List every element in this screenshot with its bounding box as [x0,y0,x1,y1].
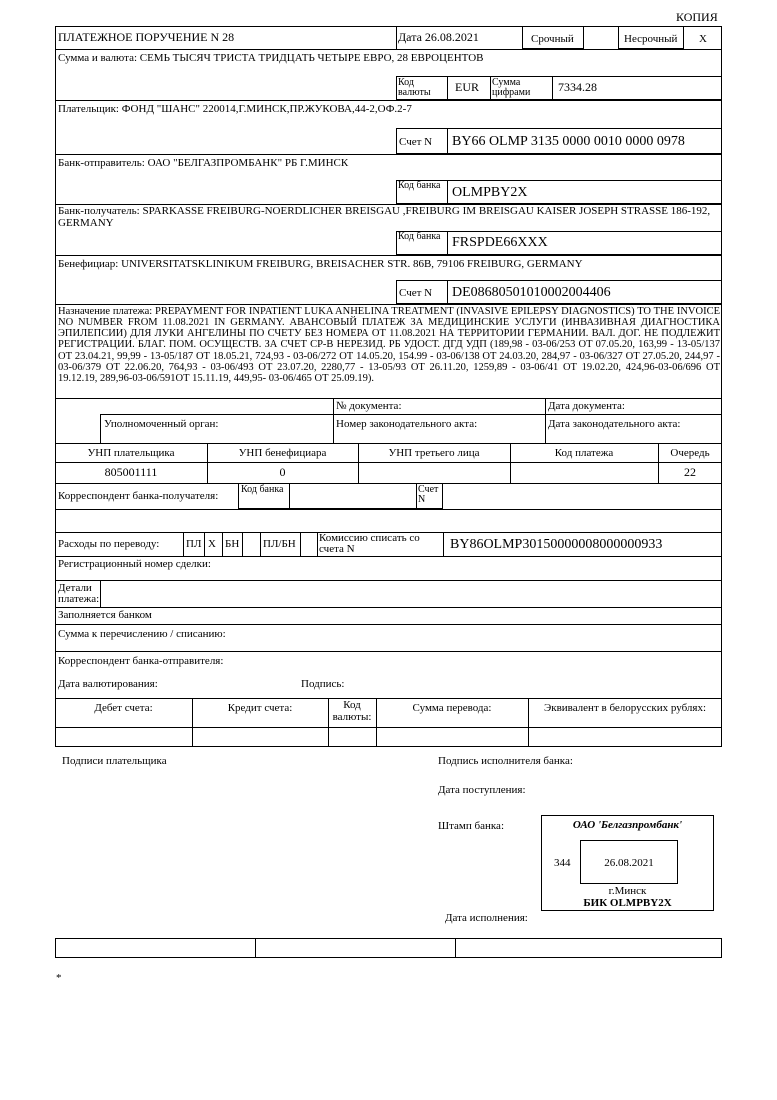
sender-bank-code-row [396,180,722,204]
correspondent-label: Корреспондент банка-получателя: [58,490,219,502]
debit-account-label: Дебет счета: [94,702,153,714]
nonurgent-label: Несрочный [624,33,678,45]
payment-purpose: Назначение платежа: PREPAYMENT FOR INPATIENT LUKA ANHELINA TREATMENT (INVASIVE EPILEPSY DIAGNOSTICS) TO THE INVOICE NO NUMBER FROM 11.08.2021 IN GERMANY. АВАНСОВЫЙ ПЛАТЕЖ ЗА МЕДИЦИНСКИЕ УСЛУГИ (ИНВАЗИВНАЯ ДИАГНОСТИКА ЭПИЛЕПСИИ) ДЛЯ ЛУКИ АНГЕЛИНЫ ПО СЧЕТУ БЕЗ НОМЕРА ОТ 11.08.2021 НА ТЕРРИТОРИИ ГЕРМАНИИ. ВАЛ. ДОГ. НЕ ПОДЛЕЖИТ РЕГИСТРАЦИИ. БЛАГ. ПОМ. ОСУЩЕСТВ. ЗА СЧЕТ СР-В НЕРЕЗИД. РБ УДОСТ. ДГД УДП (189,98 - 03-06/253 ОТ 07.05.20, 163,99 - 13-05/137 ОТ 23.04.21, 99,99 - 13-05/187 ОТ 18.05.21, 724,93 - 03-06/272 ОТ 14.05.20, 154.99 - 03-06/138 ОТ 24.03.20, 284,97 - 03-06/327 ОТ 27.05.20, 244,97 - 03-06/379 ОТ 22.06.20, 764,93 - 03-06/493 ОТ 23.07.20, 2280,77 - 13-05/93 ОТ 26.11.20, 1259,89 - 03-06/41 ОТ 19.02.20, 424,96-03-06/696 ОТ 19.12.19, 289,96-03-06/591ОТ 15.11.19, 449,95- 03-06/465 ОТ 25.09.19). [58,306,720,384]
unp-beneficiary-value: 0 [279,465,286,479]
payer-account-label: Счет N [399,136,433,148]
queue-label: Очередь [670,447,710,459]
receiver-bank-info: Банк-получатель: SPARKASSE FREIBURG-NOERDLICHER BREISGAU ,FREIBURG IM BREISGAU KAISER JOSEPH STRASSE 186-192, GERMANY [58,205,711,229]
nonurgent-mark: X [699,33,707,45]
sender-bank-info: Банк-отправитель: ОАО "БЕЛГАЗПРОМБАНК" РБ Г.МИНСК [58,157,349,169]
doc-number-label: № документа: [336,400,402,412]
sender-bank-code-label: Код банка [398,180,441,191]
expenses-mark: X [208,538,216,550]
commission-account: BY86OLMP30150000008000000933 [450,537,663,552]
unp-third-party-label: УНП третьего лица [388,447,480,459]
payer-signatures-label: Подписи плательщика [62,755,167,767]
stamp-number: 344 [554,857,571,869]
payer-account: BY66 OLMP 3135 0000 0010 0000 0978 [452,134,685,149]
unp-payer-label: УНП плательщика [87,447,175,459]
transfer-sum-label: Сумма перевода: [412,702,492,714]
amount-words: Сумма и валюта: СЕМЬ ТЫСЯЧ ТРИСТА ТРИДЦАТЬ ЧЕТЫРЕ ЕВРО, 28 ЕВРОЦЕНТОВ [58,52,484,64]
bottom-empty-table [55,938,722,958]
sum-digits: 7334.28 [558,80,597,94]
currency-code: EUR [455,80,479,94]
sum-digits-label: Сумма цифрами [492,77,531,98]
receiver-bank-code: FRSPDE66XXX [452,235,548,250]
expenses-label: Расходы по переводу: [58,538,160,550]
copy-label: КОПИЯ [676,10,718,24]
sum-to-transfer-label: Сумма к перечислению / списанию: [58,628,226,640]
corr-sender-label: Корреспондент банка-отправителя: [58,655,224,667]
value-date-label: Дата валютирования: [58,678,158,690]
deal-reg-label: Регистрационный номер сделки: [58,558,211,570]
details-label: Детали платежа: [58,582,100,605]
commission-label: Комиссию списать со счета N [319,532,420,555]
receiver-bank-code-row [396,231,722,255]
stamp-date: 26.08.2021 [604,857,654,869]
law-number-label: Номер законодательного акта: [336,418,478,430]
authority-label: Уполномоченный орган: [104,418,219,430]
bank-fill-label: Заполняется банком [58,609,152,621]
received-date-label: Дата поступления: [438,784,526,796]
expenses-option-pl: ПЛ [186,538,202,550]
bank-stamp-label: Штамп банка: [438,820,504,832]
receiver-bank-code-label: Код банка [398,231,441,242]
beneficiary-account: DE08680501010002004406 [452,285,611,300]
stamp-city: г.Минск [608,885,647,897]
footnote-mark: * [56,972,62,984]
bank-signature-label: Подпись: [301,678,345,690]
law-date-label: Дата законодательного акта: [548,418,681,430]
unp-payer-value: 805001111 [104,465,158,479]
payer-info: Плательщик: ФОНД "ШАНС" 220014,Г.МИНСК,ПР.ЖУКОВА,44-2,ОФ.2-7 [58,103,412,115]
doc-date-label: Дата документа: [548,400,625,412]
currency-code-col-label: Код валюты: [332,699,372,723]
execution-date-label: Дата исполнения: [445,912,528,924]
beneficiary-info: Бенефициар: UNIVERSITATSKLINIKUM FREIBURG, BREISACHER STR. 86B, 79106 FREIBURG, GERMANY [58,258,583,270]
queue-value: 22 [684,465,696,479]
correspondent-code-label: Код банка [241,484,284,495]
correspondent-account-label: Счет N [418,484,439,505]
order-date: Дата 26.08.2021 [398,30,479,44]
document-title: ПЛАТЕЖНОЕ ПОРУЧЕНИЕ N 28 [58,30,235,44]
beneficiary-account-label: Счет N [399,287,433,299]
credit-account-label: Кредит счета: [227,702,293,714]
expenses-option-pl-bn: ПЛ/БН [263,538,296,550]
urgent-label: Срочный [531,33,574,45]
payment-code-label: Код платежа [554,447,614,459]
sender-bank-code: OLMPBY2X [452,185,528,200]
bank-executor-signature-label: Подпись исполнителя банка: [438,755,573,767]
expenses-option-bn: БН [225,538,240,550]
stamp-bank-name: ОАО 'Белгазпромбанк' [572,819,683,831]
stamp-bik: БИК OLMPBY2X [583,897,672,909]
unp-beneficiary-label: УНП бенефициара [238,447,327,459]
byn-equivalent-label: Эквивалент в белорусских рублях: [543,702,707,714]
currency-code-label: Код валюты [398,77,431,98]
